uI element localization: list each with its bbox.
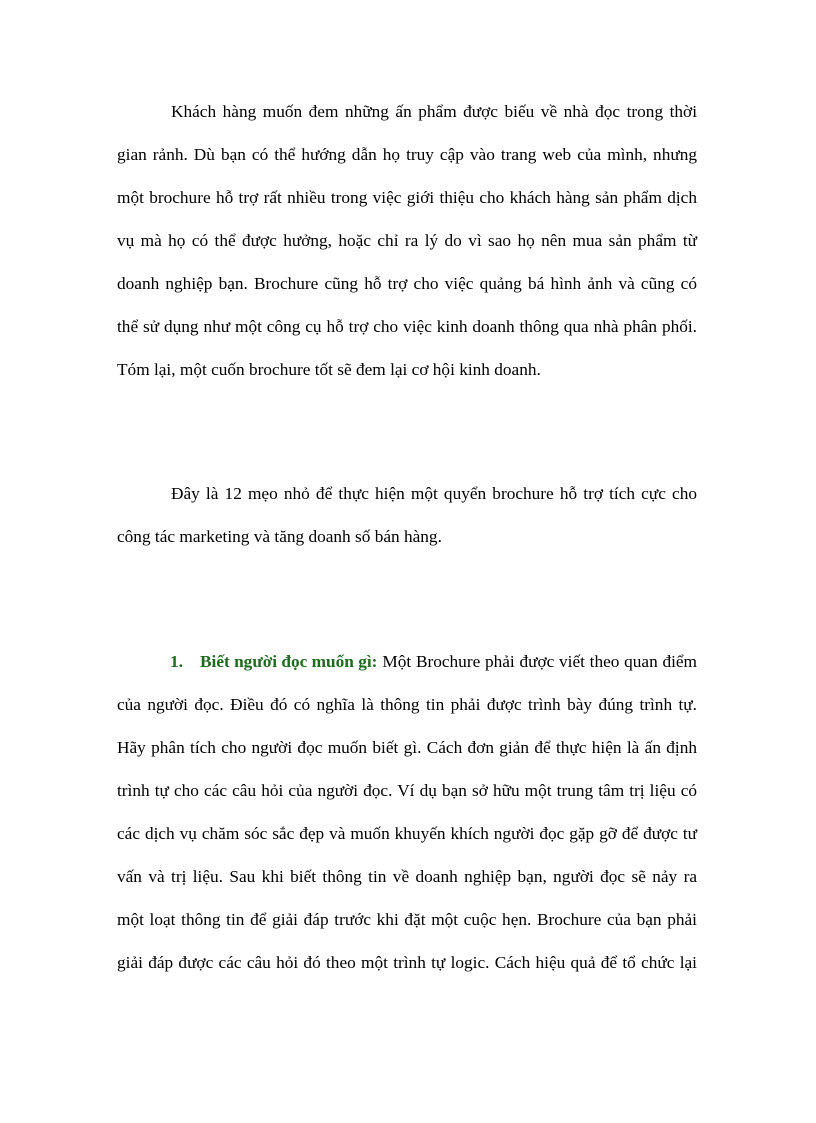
paragraph-1-line-2: gian rảnh. Dù bạn có thể hướng dẫn họ truy cập vào trang web của mình, nhưng [117, 145, 697, 164]
paragraph-1-line-3: một brochure hỗ trợ rất nhiều trong việc giới thiệu cho khách hàng sản phẩm dịch [117, 188, 697, 207]
paragraph-1-line-6: thể sử dụng như một công cụ hỗ trợ cho việc kinh doanh thông qua nhà phân phối. [117, 317, 697, 336]
paragraph-1-line-5: doanh nghiệp bạn. Brochure cũng hỗ trợ cho việc quảng bá hình ảnh và cũng có [117, 274, 697, 293]
list-item-heading: Biết người đọc muốn gì: [200, 652, 378, 671]
list-item-1-first-line [170, 651, 697, 673]
paragraph-1-line-1: Khách hàng muốn đem những ấn phẩm được biếu về nhà đọc trong thời [171, 102, 697, 121]
list-item-1-line-6: vấn và trị liệu. Sau khi biết thông tin về doanh nghiệp bạn, người đọc sẽ nảy ra [117, 867, 697, 886]
paragraph-2-line-2: công tác marketing và tăng doanh số bán hàng. [117, 527, 442, 546]
paragraph-2-line-1: Đây là 12 mẹo nhỏ để thực hiện một quyển brochure hỗ trợ tích cực cho [171, 484, 697, 503]
list-item-1-line-8: giải đáp được các câu hỏi đó theo một trình tự logic. Cách hiệu quả để tổ chức lại [117, 953, 697, 972]
list-item-1-line-3: Hãy phân tích cho người đọc muốn biết gì. Cách đơn giản để thực hiện là ấn định [117, 738, 697, 757]
list-item-number: 1. [170, 652, 183, 671]
paragraph-1-line-4: vụ mà họ có thể được hưởng, hoặc chỉ ra lý do vì sao họ nên mua sản phẩm từ [117, 231, 697, 250]
list-item-1-line-2: của người đọc. Điều đó có nghĩa là thông tin phải được trình bày đúng trình tự. [117, 695, 697, 714]
paragraph-1-line-7: Tóm lại, một cuốn brochure tốt sẽ đem lại cơ hội kinh doanh. [117, 360, 541, 379]
list-item-text: Một Brochure phải được viết theo quan điểm [382, 652, 697, 671]
list-item-1-line-5: các dịch vụ chăm sóc sắc đẹp và muốn khuyến khích người đọc gặp gỡ để được tư [117, 824, 697, 843]
list-item-1-line-7: một loạt thông tin để giải đáp trước khi đặt một cuộc hẹn. Brochure của bạn phải [117, 910, 697, 929]
list-item-1-line-4: trình tự cho các câu hỏi của người đọc. Ví dụ bạn sở hữu một trung tâm trị liệu có [117, 781, 697, 800]
